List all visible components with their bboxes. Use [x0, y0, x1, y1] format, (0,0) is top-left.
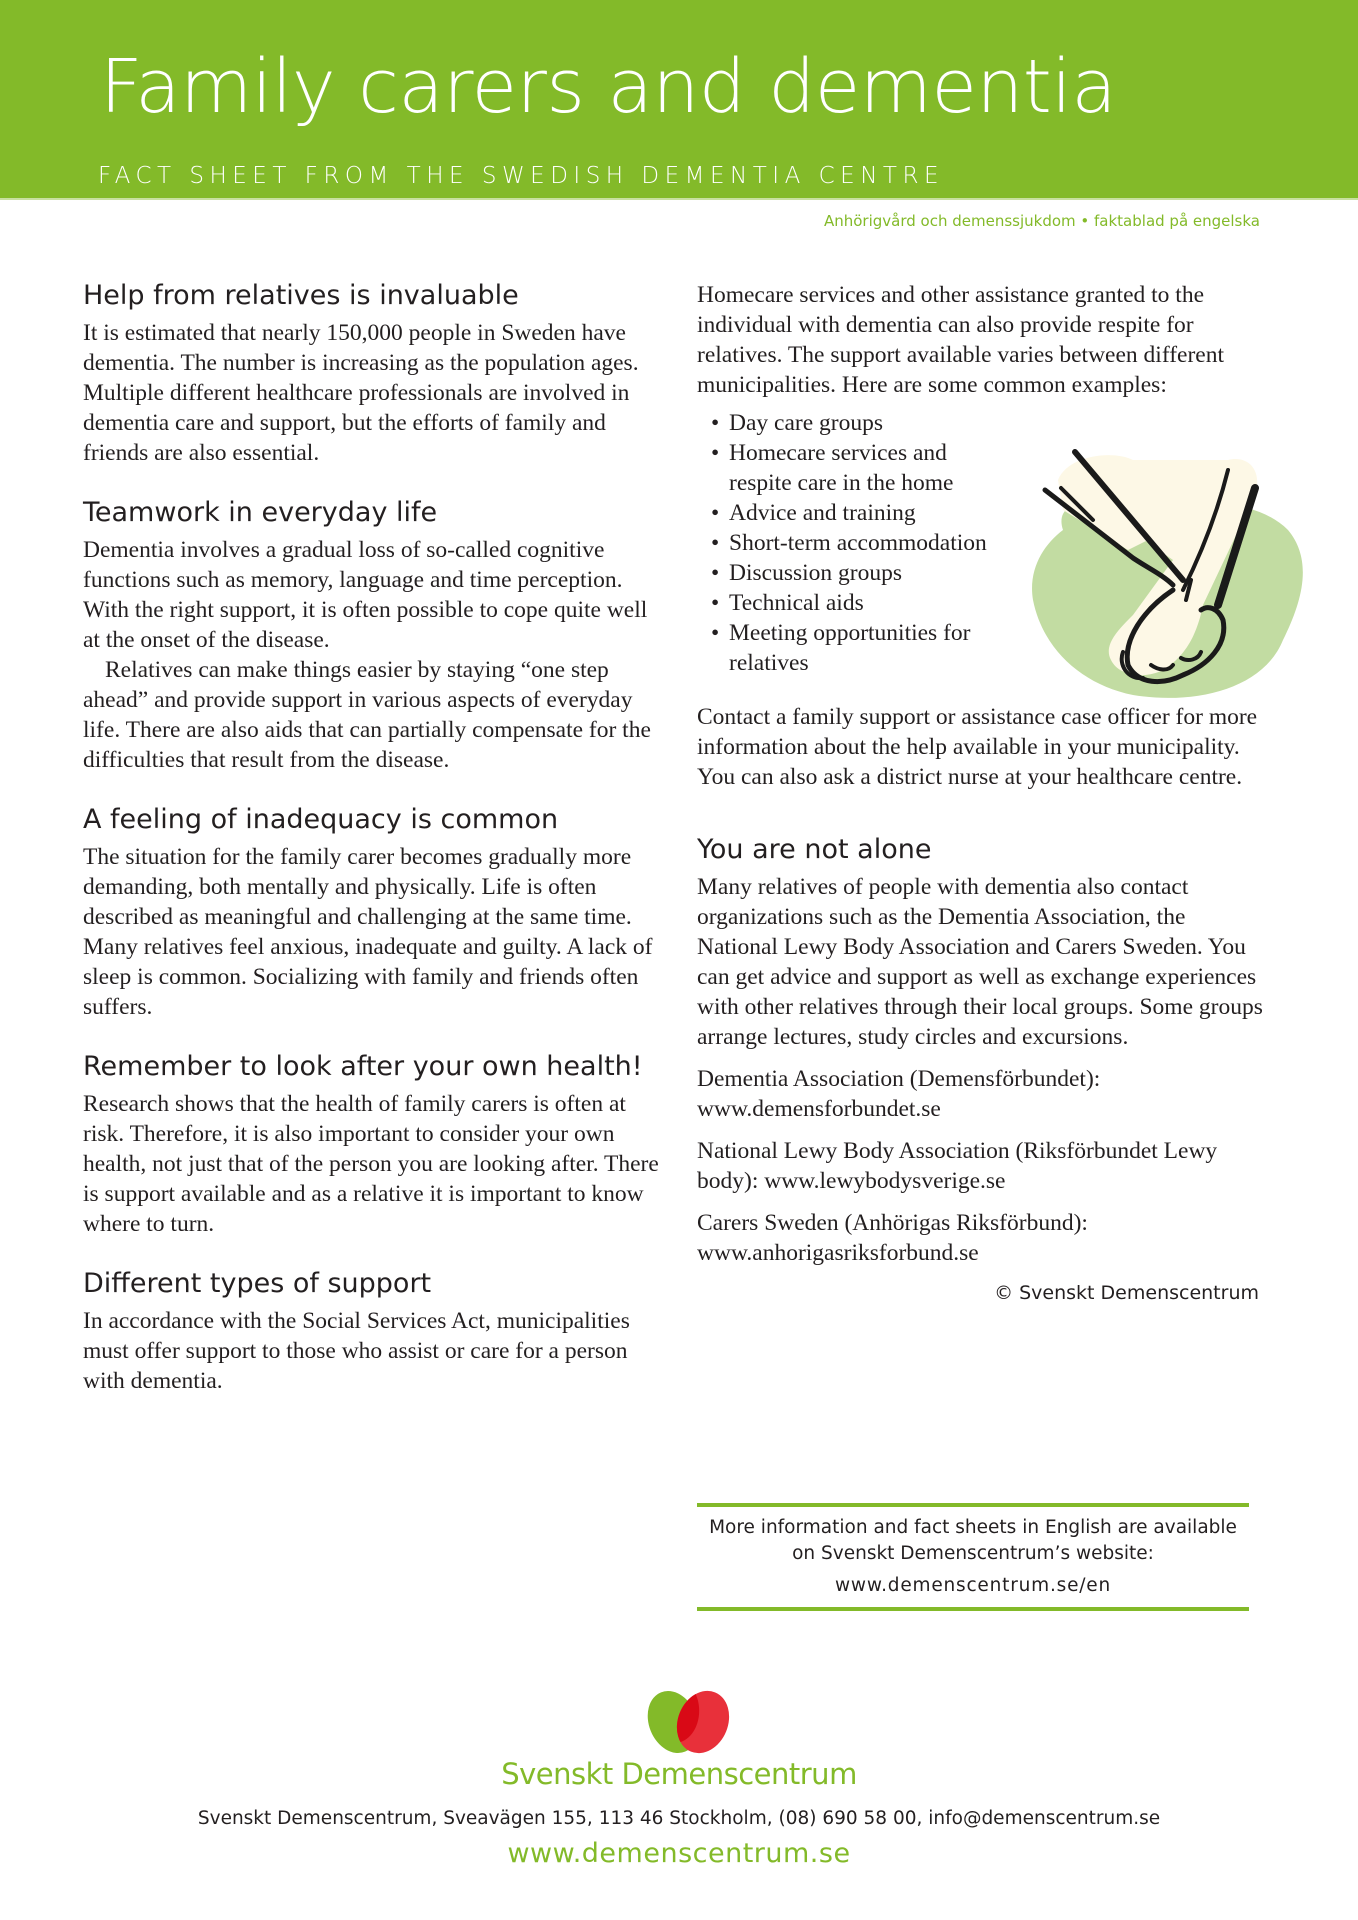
section-help-from-relatives [83, 278, 663, 468]
organization-entry [697, 1064, 1267, 1124]
right-column [697, 280, 1267, 1304]
organization-url[interactable]: www.anhorigasriksforbund.se [697, 1240, 979, 1266]
organization-name [697, 1136, 1267, 1196]
section-heading: Help from relatives is invaluable [83, 280, 519, 311]
section-paragraph: The situation for the family carer becomes gradually more demanding, both mentally and physically. Life is often described as meaningful and challenging at the same time. Many relatives feel anxious, inadequate and guilty. A lack of sleep is common. Socializing with family and friends often suffers. [83, 844, 653, 1020]
list-item: • Discussion groups [711, 558, 1267, 588]
page-title: Family carers and dementia [100, 44, 1117, 130]
section-own-health [83, 1049, 663, 1239]
list-item: • Meeting opportunities for relatives [711, 618, 1029, 678]
green-divider [697, 1607, 1249, 1611]
more-info-box [697, 1503, 1249, 1611]
contact-paragraph: Contact a family support or assistance case officer for more information about the help available in your municipality. You can also ask a district nurse at your healthcare centre. [697, 704, 1258, 790]
section-not-alone [697, 832, 1267, 1052]
more-info-text: More information and fact sheets in English are available on Svenskt Demenscentrum’s website: [709, 1517, 1237, 1564]
contact-address: Svenskt Demenscentrum, Sveavägen 155, 113 46 Stockholm, (08) 690 58 00, info@demenscentrum.se [197, 1808, 1161, 1829]
list-item: • Short-term accommodation [711, 528, 1267, 558]
section-paragraph: In accordance with the Social Services Act, municipalities must offer support to those who assist or care for a person with dementia. [83, 1308, 630, 1394]
section-heading: You are not alone [697, 834, 932, 865]
more-info-url[interactable]: www.demenscentrum.se/en [835, 1575, 1111, 1596]
section-heading: A feeling of inadequacy is common [83, 804, 559, 835]
section-types-of-support [83, 1266, 663, 1396]
section-paragraph: Dementia involves a gradual loss of so-called cognitive functions such as memory, language and time perception. With the right support, it is often possible to cope quite well at the onset of the disease. [83, 537, 648, 653]
left-column [83, 278, 663, 1423]
section-inadequacy [83, 802, 663, 1022]
swedish-tagline: Anhörigvård och demenssjukdom • faktablad på engelska [823, 212, 1260, 230]
organization-entry [697, 1136, 1267, 1196]
list-item: • Advice and training [711, 498, 1267, 528]
section-heading: Different types of support [83, 1268, 432, 1299]
list-item: • Technical aids [711, 588, 1267, 618]
brand-name: Svenskt Demenscentrum [501, 1757, 857, 1791]
section-paragraph: Many relatives of people with dementia also contact organizations such as the Dementia Association, the National Lewy Body Association and Carers Sweden. You can get advice and support as well as exchange experiences with other relatives through their local groups. Some groups arrange lectures, study circles and excursions. [697, 874, 1263, 1050]
organization-entry [697, 1208, 1267, 1268]
organization-name: Carers Sweden (Anhörigas Riksförbund): [697, 1210, 1088, 1236]
page-subtitle: FACT SHEET FROM THE SWEDISH DEMENTIA CENTRE [98, 163, 944, 189]
header-divider [0, 198, 1358, 200]
section-paragraph: Research shows that the health of family carers is often at risk. Therefore, it is also important to consider your own health, not just that of the person you are looking after. There is support available and as a relative it is important to know where to turn. [83, 1091, 659, 1237]
section-teamwork [83, 495, 663, 775]
organization-name: Dementia Association (Demensförbundet): [697, 1066, 1101, 1092]
organization-name-text: National Lewy Body Association (Riksförbundet Lewy body): [697, 1138, 1218, 1194]
section-paragraph: Relatives can make things easier by staying “one step ahead” and provide support in various aspects of everyday life. There are also aids that can partially compensate for the difficulties that result from the disease. [83, 657, 651, 773]
section-heading: Teamwork in everyday life [83, 497, 438, 528]
copyright-notice: © Svenskt Demenscentrum [994, 1282, 1259, 1304]
organization-url[interactable]: www.demensforbundet.se [697, 1096, 941, 1122]
section-heading: Remember to look after your own health! [83, 1051, 643, 1082]
list-item: • Day care groups [711, 408, 1267, 438]
list-item: • Homecare services and respite care in the home [711, 438, 979, 498]
support-intro: Homecare services and other assistance granted to the individual with dementia can also provide respite for relatives. The support available varies between different municipalities. Here are some common examples: [697, 282, 1225, 398]
holding-hands-illustration [1023, 440, 1313, 705]
website-link[interactable]: www.demenscentrum.se [507, 1838, 851, 1869]
organization-url[interactable]: www.lewybodysverige.se [764, 1168, 1006, 1194]
section-paragraph: It is estimated that nearly 150,000 people in Sweden have dementia. The number is increasing as the population ages. Multiple different healthcare professionals are involved in dementia care and support, but the efforts of family and friends are also essential. [83, 320, 639, 466]
heart-logo-icon [643, 1688, 735, 1760]
